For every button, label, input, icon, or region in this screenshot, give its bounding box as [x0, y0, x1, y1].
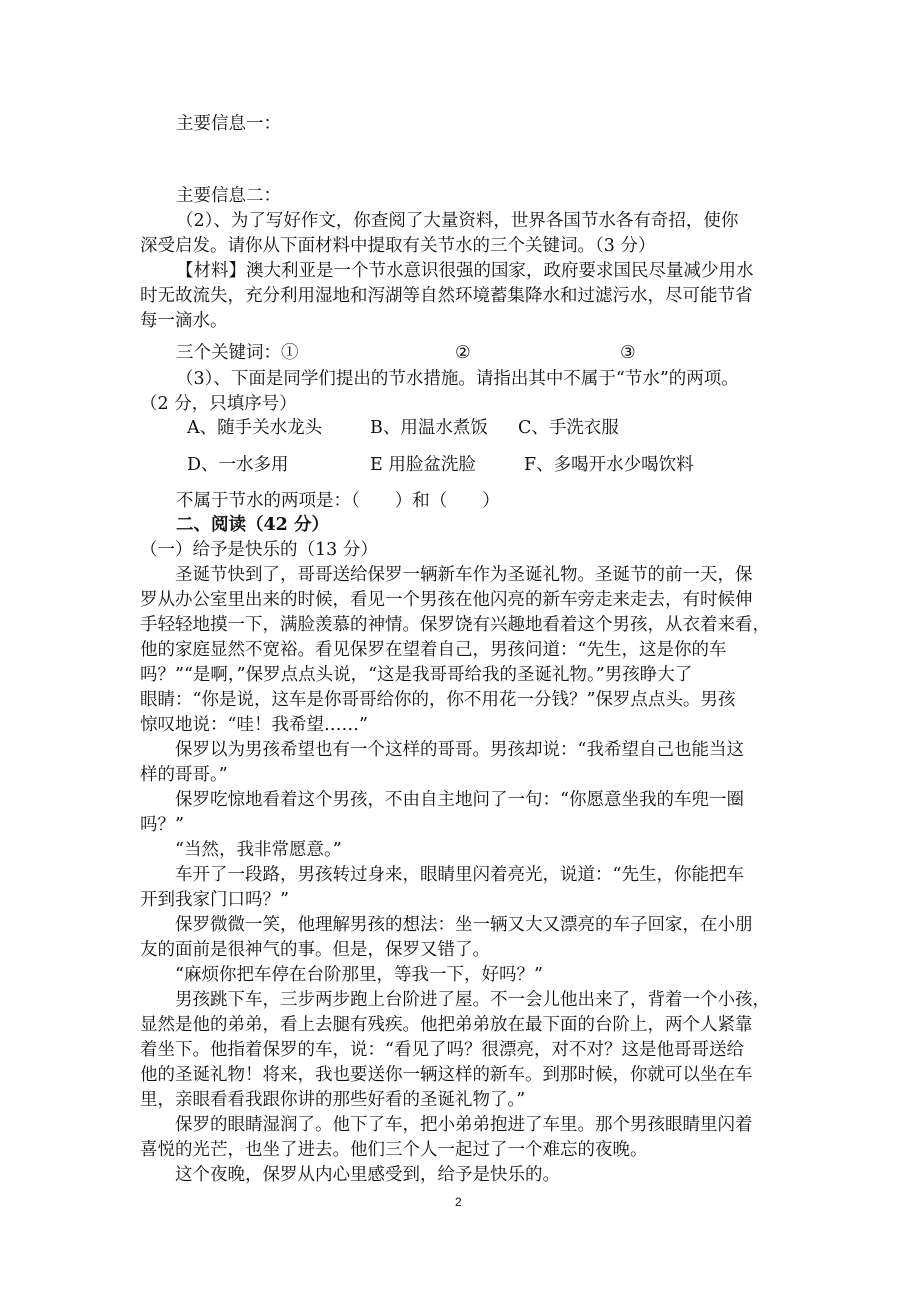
- passage-line: 眼睛：“你是说，这车是你哥哥给你的，你不用花一分钱？”保罗点点头。男孩: [140, 690, 736, 710]
- material-line-2: 时无故流失，充分利用湿地和泻湖等自然环境蓄集降水和过滤污水，尽可能节省: [140, 286, 753, 306]
- passage-line: 男孩跳下车，三步两步跑上台阶进了屋。不一会儿他出来了，背着一个小孩，: [140, 990, 770, 1010]
- passage-title: （一）给予是快乐的（13 分）: [140, 540, 378, 560]
- passage-line: 罗从办公室里出来的时候，看见一个男孩在他闪亮的新车旁走来走去，有时候伸: [140, 590, 753, 610]
- passage-line: 他的家庭显然不宽裕。看见保罗在望着自己，男孩问道：“先生，这是你的车: [140, 640, 727, 660]
- option-f: F、多喝开水少喝饮料: [524, 455, 694, 475]
- passage-line: 喜悦的光芒，也坐了进去。他们三个人一起过了一个难忘的夜晚。: [140, 1140, 648, 1160]
- option-e: E 用脸盆洗脸: [370, 455, 476, 475]
- q2-line-1: （2）、为了写好作文，你查阅了大量资料，世界各国节水各有奇招，使你: [176, 211, 739, 231]
- passage-line: 车开了一段路，男孩转过身来，眼睛里闪着亮光，说道：“先生，你能把车: [140, 865, 744, 885]
- passage-line: 吗？”: [140, 815, 184, 835]
- passage-line: 吗？”“是啊，”保罗点点头说，“这是我哥哥给我的圣诞礼物。”男孩睁大了: [140, 665, 693, 685]
- keywords-three: ③: [620, 343, 636, 363]
- section-title: 二、阅读（42 分）: [176, 515, 329, 535]
- material-line-3: 每一滴水。: [140, 311, 228, 331]
- passage-line: 保罗以为男孩希望也有一个这样的哥哥。男孩却说：“我希望自己也能当这: [140, 740, 744, 760]
- option-c: C、手洗衣服: [518, 418, 619, 438]
- passage-line: “当然，我非常愿意。”: [140, 840, 342, 860]
- option-d: D、一水多用: [187, 455, 289, 475]
- q2-line-2: 深受启发。请你从下面材料中提取有关节水的三个关键词。（3 分）: [140, 236, 656, 256]
- q3-line-1: （3）、下面是同学们提出的节水措施。请指出其中不属于“节水”的两项。: [176, 369, 739, 389]
- passage-line: “麻烦你把车停在台阶那里，等我一下，好吗？”: [140, 965, 543, 985]
- keywords-label: 三个关键词：①: [176, 343, 299, 363]
- passage-line: 手轻轻地摸一下，满脸羡慕的神情。保罗饶有兴趣地看着这个男孩，从衣着来看，: [140, 615, 770, 635]
- passage-line: 友的面前是很神气的事。但是，保罗又错了。: [140, 940, 490, 960]
- answer-line: 不属于节水的两项是：（ ）和（ ）: [176, 491, 500, 511]
- passage-line: 里，亲眼看看我跟你讲的那些好看的圣诞礼物了。”: [140, 1090, 526, 1110]
- page-number: 2: [455, 1195, 462, 1209]
- passage-line: 样的哥哥。”: [140, 765, 228, 785]
- material-line-1: 【材料】澳大利亚是一个节水意识很强的国家，政府要求国民尽量减少用水: [176, 261, 754, 281]
- passage-line: 惊叹地说：“哇！我希望……”: [140, 715, 368, 735]
- passage-line: 圣诞节快到了，哥哥送给保罗一辆新车作为圣诞礼物。圣诞节的前一天，保: [140, 565, 753, 585]
- info2-label: 主要信息二：: [176, 186, 281, 206]
- passage-line: 保罗的眼睛湿润了。他下了车，把小弟弟抱进了车里。那个男孩眼睛里闪着: [140, 1115, 753, 1135]
- passage-line: 显然是他的弟弟，看上去腿有残疾。他把弟弟放在最下面的台阶上，两个人紧靠: [140, 1015, 753, 1035]
- passage-line: 保罗微微一笑，他理解男孩的想法：坐一辆又大又漂亮的车子回家，在小朋: [140, 915, 753, 935]
- option-b: B、用温水煮饭: [370, 418, 488, 438]
- passage-line: 他的圣诞礼物！将来，我也要送你一辆这样的新车。到那时候，你就可以坐在车: [140, 1065, 753, 1085]
- passage-line: 开到我家门口吗？”: [140, 890, 289, 910]
- passage-line: 着坐下。他指着保罗的车，说：“看见了吗？很漂亮，对不对？这是他哥哥送给: [140, 1040, 744, 1060]
- info1-label: 主要信息一：: [176, 114, 281, 134]
- option-a: A、随手关水龙头: [187, 418, 323, 438]
- passage-line: 保罗吃惊地看着这个男孩，不由自主地问了一句：“你愿意坐我的车兜一圈: [140, 790, 744, 810]
- passage-line: 这个夜晚，保罗从内心里感受到，给予是快乐的。: [140, 1165, 560, 1185]
- q3-line-2: （2 分，只填序号）: [140, 394, 297, 414]
- keywords-two: ②: [455, 343, 471, 363]
